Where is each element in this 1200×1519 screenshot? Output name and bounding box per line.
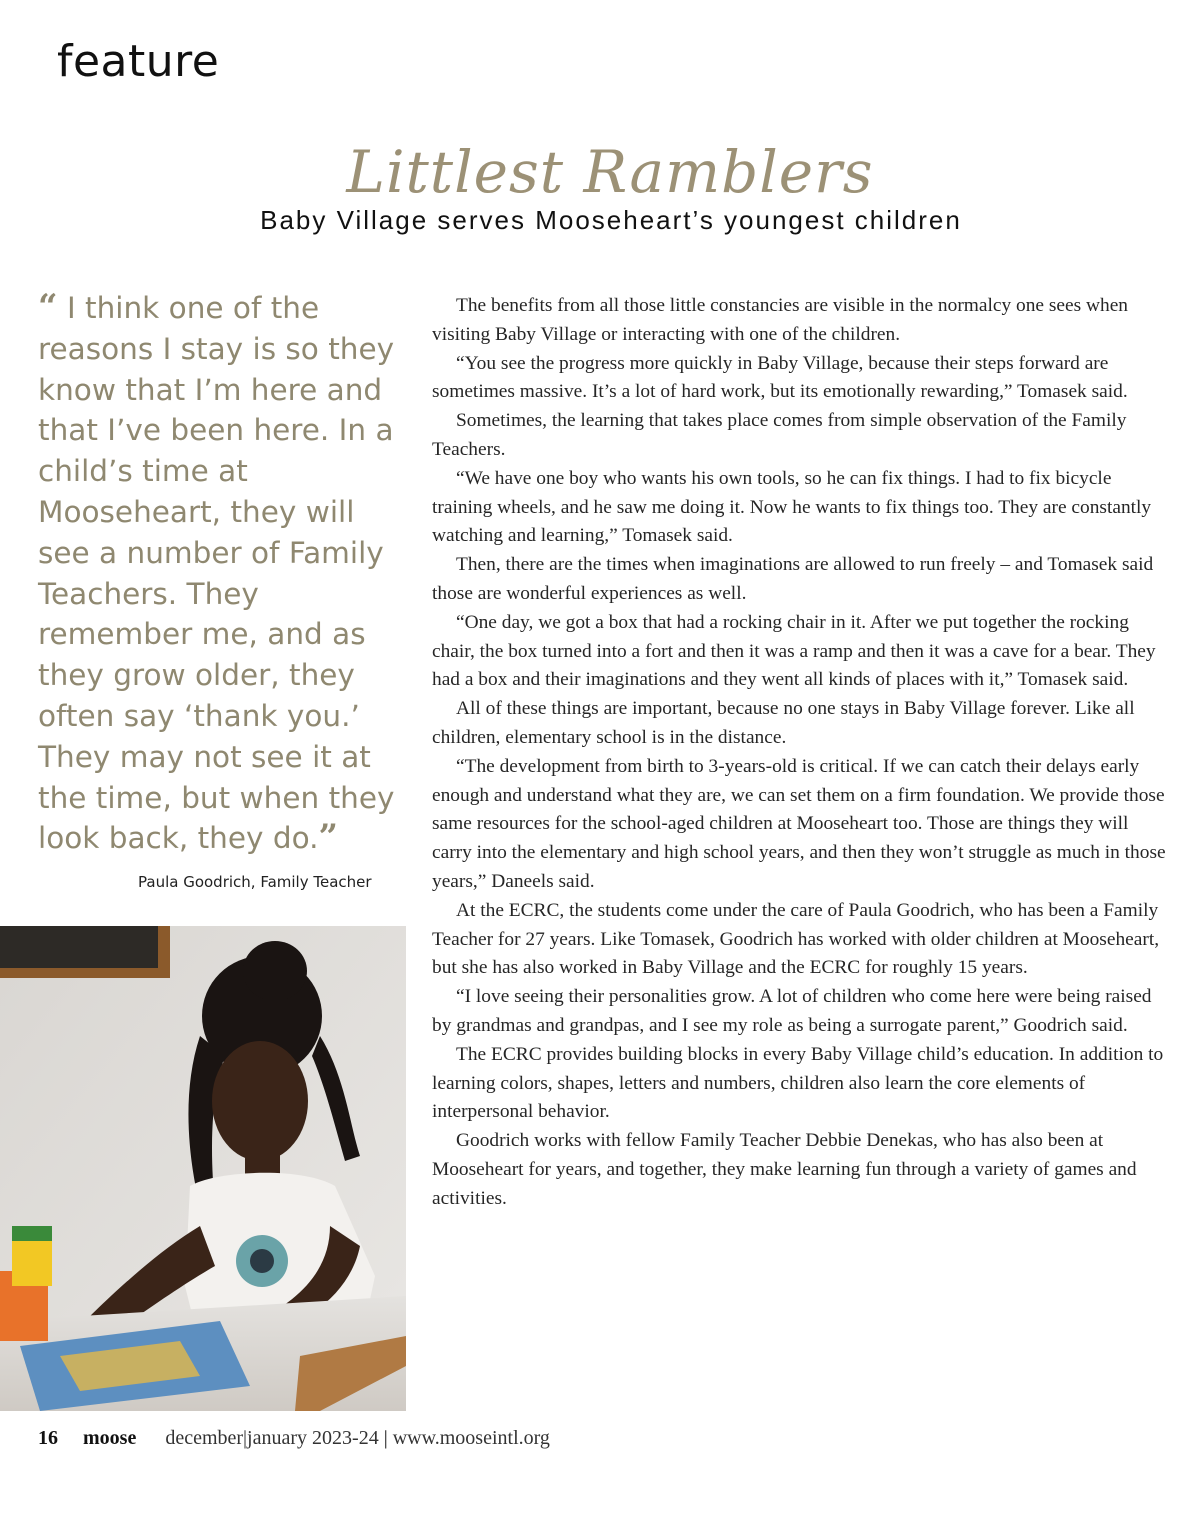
pull-quote — [38, 288, 410, 859]
body-paragraph: Goodrich works with fellow Family Teacher Debbie Denekas, who has also been at Mooseheart for years, and together, they make learning fun through a variety of games and activities. — [432, 1130, 1137, 1209]
website-link[interactable]: www.mooseintl.org — [392, 1427, 550, 1449]
footer-separator: | — [383, 1427, 388, 1449]
section-label: feature — [57, 36, 220, 87]
article-title: Littlest Ramblers — [346, 138, 874, 206]
issue-months: december|january — [165, 1427, 308, 1449]
article-subtitle: Baby Village serves Mooseheart’s youngest children — [260, 205, 962, 235]
body-paragraph: “The development from birth to 3-years-old is critical. If we can catch their delays early enough and understand what they are, we can set them on a firm foundation. We provide those same resources for the school-aged children at Mooseheart too. Those are things they will carry into the elementary and high school years, and then they won’t struggle as much in those years,” Daneels said. — [432, 755, 1166, 892]
issue-year: 2023-24 — [312, 1427, 379, 1449]
body-paragraph: The ECRC provides building blocks in every Baby Village child’s education. In addition to learning colors, shapes, letters and numbers, children also learn the core elements of interpersonal behavior. — [432, 1043, 1164, 1123]
article-body — [432, 292, 1167, 1214]
body-paragraph: At the ECRC, the students come under the care of Paula Goodrich, who has been a Family Teacher for 27 years. Like Tomasek, Goodrich has worked with older children at Mooseheart, but she has also worked in Baby Village and the ECRC for roughly 15 years. — [432, 899, 1160, 979]
body-paragraph: Then, there are the times when imaginations are allowed to run freely – and Tomasek said those are wonderful experiences as well. — [432, 554, 1154, 604]
page-footer — [38, 1427, 550, 1450]
body-paragraph: “One day, we got a box that had a rocking chair in it. After we put together the rocking chair, the box turned into a fort and then it was a ramp and then it was a cave for a bear. They had a box and their imaginations and they went all kinds of places with it,” Tomasek said. — [432, 611, 1156, 691]
pull-quote-attribution: Paula Goodrich, Family Teacher — [138, 873, 372, 891]
close-quote-mark: ” — [318, 817, 339, 858]
page-number: 16 — [38, 1427, 58, 1449]
magazine-name: moose — [83, 1427, 137, 1449]
body-paragraph: “I love seeing their personalities grow. A lot of children who come here were being raised by grandmas and grandpas, and I see my role as being a surrogate parent,” Goodrich said. — [432, 986, 1152, 1036]
body-paragraph: “You see the progress more quickly in Baby Village, because their steps forward are sometimes massive. It’s a lot of hard work, but its emotionally rewarding,” Tomasek said. — [432, 352, 1128, 403]
body-paragraph: Sometimes, the learning that takes place comes from simple observation of the Family Teachers. — [432, 410, 1127, 460]
body-paragraph: The benefits from all those little constancies are visible in the normalcy one sees when visiting Baby Village or interacting with one of the children. — [432, 295, 1128, 345]
body-paragraph: All of these things are important, because no one stays in Baby Village forever. Like all children, elementary school is in the distance. — [432, 698, 1135, 748]
pull-quote-text: I think one of the reasons I stay is so they know that I’m here and that I’ve been here. In a child’s time at Mooseheart, they will see a number of Family Teachers. They remember me, and as they grow older, they often say ‘thank you.’ They may not see it at the time, but when they look back, they do. — [38, 291, 395, 856]
body-paragraph: “We have one boy who wants his own tools, so he can fix things. I had to fix bicycle training wheels, and he saw me doing it. Now he wants to fix things too. They are constantly watching and learning,” Tomasek said. — [432, 467, 1152, 547]
open-quote-mark: “ — [38, 287, 58, 327]
child-photo — [0, 926, 406, 1411]
